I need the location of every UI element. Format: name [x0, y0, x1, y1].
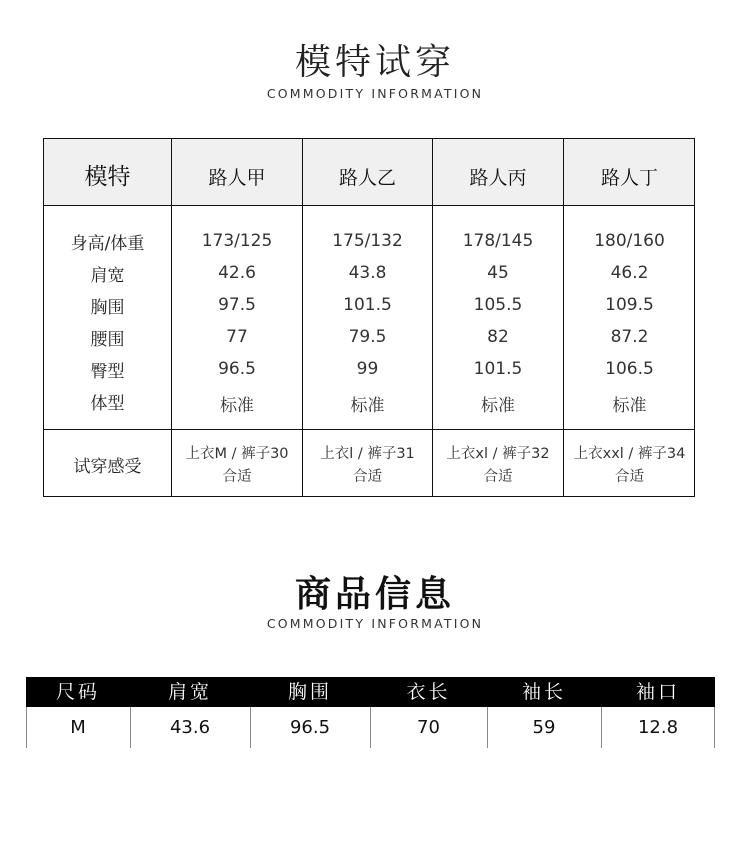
- section-subtitle-model: COMMODITY INFORMATION: [266, 86, 484, 101]
- fit-size-text: 上衣M / 裤子30: [185, 446, 289, 462]
- model-table: [43, 138, 695, 497]
- fit-result-text: 合适: [222, 469, 252, 485]
- fit-size-text: 上衣l / 裤子31: [320, 446, 415, 462]
- table-cell: 97.5: [218, 295, 256, 315]
- section-title-model: 模特试穿: [294, 42, 455, 83]
- header-cell-length: 衣长: [406, 681, 451, 703]
- value-cell-shoulder: 43.6: [169, 717, 211, 738]
- table-cell: 标准: [481, 396, 515, 416]
- header-cell-model-1: 路人甲: [208, 167, 266, 189]
- table-cell: 79.5: [348, 327, 387, 347]
- fit-feel-cell: [172, 443, 302, 489]
- table-cell: 标准: [350, 396, 385, 416]
- table-cell: 43.8: [348, 263, 387, 283]
- table-cell: 96.5: [218, 359, 256, 379]
- table-cell: 99: [356, 359, 379, 379]
- table-cell: 45: [487, 263, 509, 283]
- section-title-product: 商品信息: [294, 574, 455, 615]
- table-cell: 180/160: [594, 231, 665, 251]
- product-size-table: [26, 677, 715, 748]
- header-cell-cuff: 袖口: [635, 681, 680, 703]
- table-cell: 178/145: [462, 231, 534, 251]
- header-cell-model-4: 路人丁: [600, 167, 658, 189]
- table-cell: 175/132: [332, 231, 403, 251]
- table-cell: 77: [226, 327, 248, 347]
- header-cell-chest: 胸围: [287, 681, 332, 703]
- row-label-waist: 腰围: [90, 330, 125, 350]
- table-cell: 101.5: [343, 295, 392, 315]
- fit-feel-cell: [303, 443, 432, 489]
- row-label-fit-feel: 试穿感受: [73, 457, 142, 477]
- header-cell-shoulder: 肩宽: [167, 681, 212, 703]
- fit-result-text: 合适: [483, 469, 513, 485]
- row-label-height-weight: 身高/体重: [70, 234, 145, 254]
- table-cell: 87.2: [610, 327, 649, 347]
- row-label-hip: 臀型: [90, 362, 125, 382]
- table-cell: 42.6: [218, 263, 256, 283]
- row-label-body-type: 体型: [90, 394, 125, 414]
- value-cell-sleeve: 59: [532, 717, 556, 738]
- table-cell: 173/125: [201, 231, 273, 251]
- table-cell: 105.5: [473, 295, 523, 315]
- fit-feel-cell: [433, 443, 563, 489]
- value-cell-chest: 96.5: [289, 717, 331, 738]
- table-cell: 106.5: [605, 359, 654, 379]
- table-cell: 46.2: [610, 263, 649, 283]
- header-cell-sleeve: 袖长: [521, 681, 566, 703]
- fit-size-text: 上衣xl / 裤子32: [446, 446, 550, 462]
- table-cell: 82: [487, 327, 509, 347]
- table-cell: 标准: [220, 396, 254, 416]
- value-cell-length: 70: [417, 717, 440, 738]
- section-subtitle-product: COMMODITY INFORMATION: [266, 616, 484, 631]
- header-cell-model-3: 路人丙: [469, 167, 527, 189]
- row-label-shoulder: 肩宽: [90, 266, 125, 286]
- divider: [44, 429, 694, 430]
- fit-result-text: 合适: [353, 469, 382, 485]
- table-cell: 101.5: [473, 359, 523, 379]
- header-cell-size: 尺码: [55, 681, 100, 703]
- header-cell-model-2: 路人乙: [338, 167, 396, 189]
- fit-feel-cell: [564, 443, 695, 489]
- row-label-chest: 胸围: [90, 298, 125, 318]
- fit-result-text: 合适: [615, 469, 644, 485]
- header-cell-model: 模特: [84, 164, 131, 190]
- table-cell: 109.5: [605, 295, 654, 315]
- fit-size-text: 上衣xxl / 裤子34: [573, 446, 686, 462]
- value-cell-size: M: [70, 717, 86, 738]
- table-cell: 标准: [612, 396, 647, 416]
- value-cell-cuff: 12.8: [637, 717, 679, 738]
